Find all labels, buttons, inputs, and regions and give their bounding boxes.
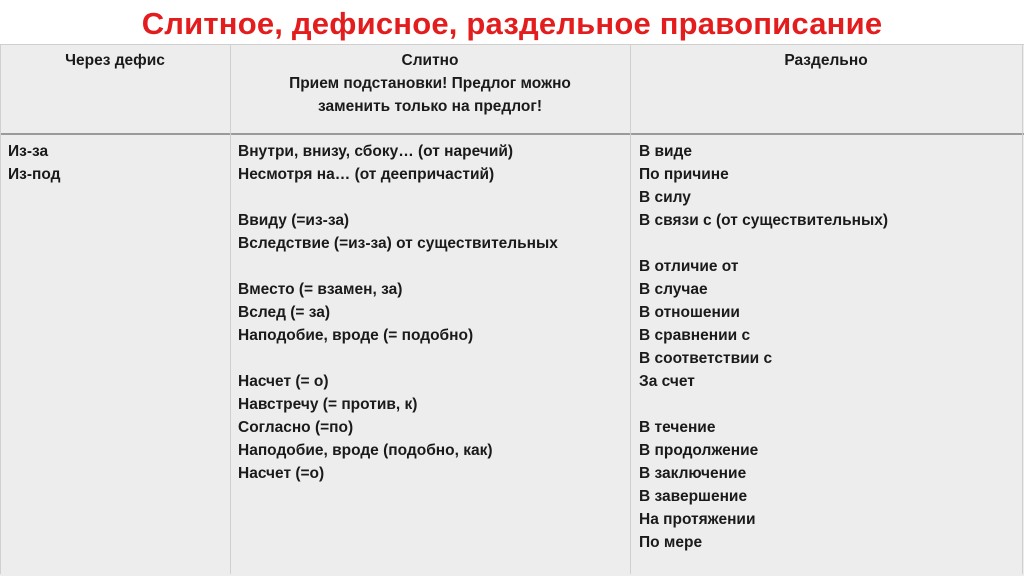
solid-list-item: Насчет (=о) (238, 465, 325, 482)
header-separate (630, 49, 1022, 72)
separate-list-item: В отношении (639, 304, 740, 321)
page-title: Слитное, дефисное, раздельное правописание (141, 6, 883, 41)
group-spacer (238, 255, 626, 278)
header-solid-note-line1: Прием подстановки! Предлог можно (289, 75, 571, 92)
column-solid (238, 140, 626, 485)
group-spacer (639, 393, 1019, 416)
solid-list-item: Наподобие, вроде (= подобно) (238, 327, 474, 344)
group-spacer (639, 232, 1019, 255)
separate-list-item: В силу (639, 189, 691, 206)
separate-list-item: За счет (639, 373, 695, 390)
separate-list-item: В продолжение (639, 442, 759, 459)
column-divider-1 (230, 44, 231, 574)
separate-list-item: В завершение (639, 488, 748, 505)
solid-list-item: Насчет (= о) (238, 373, 329, 390)
column-divider-2 (630, 44, 631, 574)
group-spacer (238, 186, 626, 209)
hyphen-list-item: Из-за (8, 143, 49, 160)
separate-list-item: На протяжении (639, 511, 756, 528)
hyphen-list-item: Из-под (8, 166, 61, 183)
header-solid-label: Слитно (401, 52, 459, 69)
separate-list-item: По мере (639, 534, 703, 551)
header-solid-note-line2: заменить только на предлог! (317, 98, 542, 115)
solid-list (238, 140, 626, 485)
solid-list-item: Несмотря на… (от деепричастий) (238, 166, 495, 183)
table-border-left (0, 44, 1, 574)
solid-list-item: Ввиду (=из-за) (238, 212, 350, 229)
separate-list-item: В соответствии с (639, 350, 773, 367)
separate-list-item: В течение (639, 419, 716, 436)
separate-list (639, 140, 1019, 554)
separate-list-item: В виде (639, 143, 693, 160)
solid-list-item: Вследствие (=из-за) от существительных (238, 235, 558, 252)
header-solid (230, 49, 630, 118)
solid-list-item: Вслед (= за) (238, 304, 331, 321)
group-spacer (238, 347, 626, 370)
solid-list-item: Внутри, внизу, сбоку… (от наречий) (238, 143, 514, 160)
solid-list-item: Наподобие, вроде (подобно, как) (238, 442, 493, 459)
column-hyphen (8, 140, 223, 186)
hyphen-list (8, 140, 223, 186)
solid-list-item: Навстречу (= против, к) (238, 396, 418, 413)
solid-list-item: Согласно (=по) (238, 419, 354, 436)
header-hyphen-label: Через дефис (65, 52, 165, 69)
header-separate-label: Раздельно (784, 52, 868, 69)
separate-list-item: В сравнении с (639, 327, 751, 344)
separate-list-item: В отличие от (639, 258, 739, 275)
separate-list-item: В заключение (639, 465, 747, 482)
separate-list-item: В связи с (от существительных) (639, 212, 889, 229)
column-separate (639, 140, 1019, 554)
separate-list-item: По причине (639, 166, 729, 183)
spelling-table (0, 44, 1024, 574)
separate-list-item: В случае (639, 281, 708, 298)
header-hyphen (0, 49, 230, 72)
solid-list-item: Вместо (= взамен, за) (238, 281, 403, 298)
table-border-right (1022, 44, 1023, 574)
